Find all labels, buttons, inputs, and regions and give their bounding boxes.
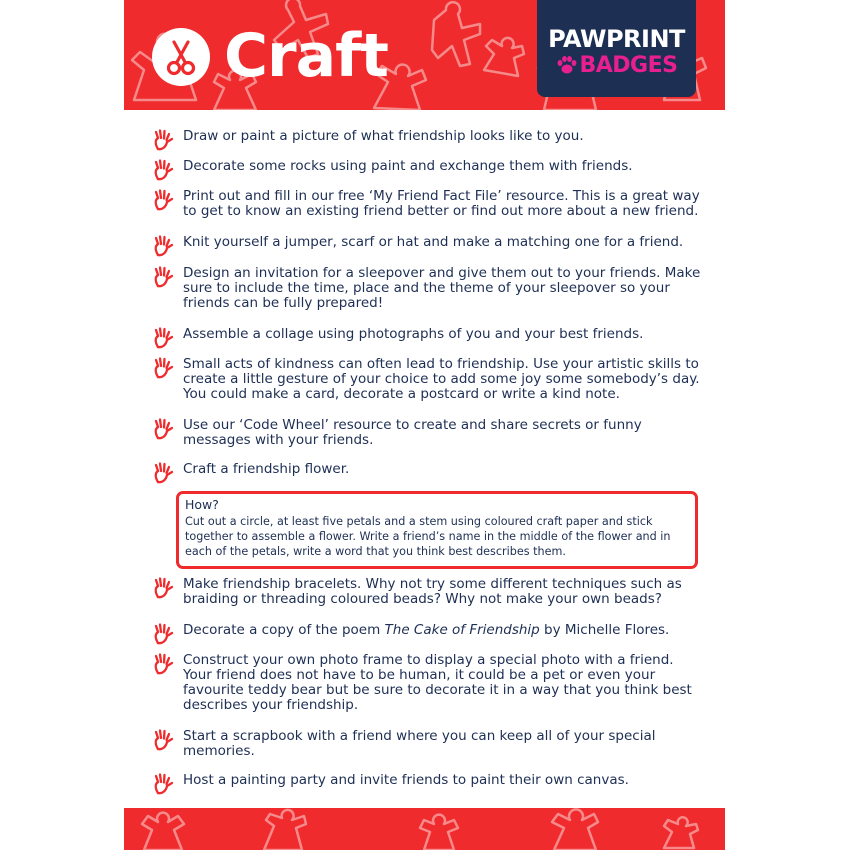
list-item-text: Assemble a collage using photographs of you and your best friends. (183, 326, 644, 342)
list-item-text: Use our ‘Code Wheel’ resource to create and share secrets or funny messages with your friends. (183, 417, 642, 448)
hand-icon (152, 653, 174, 675)
how-body: Cut out a circle, at least five petals and a stem using coloured craft paper and stick together to assemble a flower. Write a friend’s name in the middle of the flower and in each of the petals, write a word that you think best describes them. (185, 515, 671, 558)
hand-icon (152, 327, 174, 349)
how-heading: How? (185, 497, 219, 512)
hand-icon (152, 729, 174, 751)
page-title: Craft (224, 21, 388, 91)
list-item-text: Decorate a copy of the poem The Cake of Friendship by Michelle Flores. (183, 622, 670, 638)
hand-icon (152, 266, 174, 288)
hand-icon (152, 418, 174, 440)
page (124, 0, 725, 850)
footer-banner (124, 808, 725, 850)
hand-icon (152, 462, 174, 484)
list-item-text: Draw or paint a picture of what friendship looks like to you. (183, 128, 584, 144)
list-item-text: Start a scrapbook with a friend where you can keep all of your special memories. (183, 728, 656, 759)
list-item-text: Decorate some rocks using paint and exchange them with friends. (183, 158, 633, 174)
hand-icon (152, 159, 174, 181)
list-item-text: Construct your own photo frame to display a special photo with a friend. Your friend does not have to be human, it could be a pet or even your favourite teddy bear but be sure to decorate it in a way that you think best describes your friendship. (183, 652, 692, 713)
hand-icon (152, 129, 174, 151)
hand-icon (152, 773, 174, 795)
hand-icon (152, 623, 174, 645)
activity-list (124, 0, 725, 850)
list-item-text: Print out and fill in our free ‘My Friend Fact File’ resource. This is a great way to get to know an existing friend better or find out more about a new friend. (183, 188, 700, 219)
logo-line-2-text: BADGES (579, 53, 678, 78)
hand-icon (152, 235, 174, 257)
list-item-text: Knit yourself a jumper, scarf or hat and make a matching one for a friend. (183, 234, 684, 250)
poem-title: The Cake of Friendship (384, 622, 540, 638)
hand-icon (152, 577, 174, 599)
people-pattern-footer (124, 808, 725, 850)
list-item-text: Design an invitation for a sleepover and give them out to your friends. Make sure to include the time, place and the theme of your sleepover so your friends can be fully prepared! (183, 265, 701, 311)
list-item-text: Host a painting party and invite friends to paint their own canvas. (183, 772, 629, 788)
how-box (176, 491, 698, 569)
hand-icon (152, 189, 174, 211)
hand-icon (152, 357, 174, 379)
list-item-text: Make friendship bracelets. Why not try some different techniques such as braiding or threading coloured beads? Why not make your own beads? (183, 576, 682, 607)
logo-line-1: PAWPRINT (548, 25, 685, 53)
list-item-text: Small acts of kindness can often lead to friendship. Use your artistic skills to create a little gesture of your choice to add some joy some somebody’s day. You could make a card, decorate a postcard or write a kind note. (183, 356, 700, 402)
list-item-text: Craft a friendship flower. (183, 461, 350, 477)
